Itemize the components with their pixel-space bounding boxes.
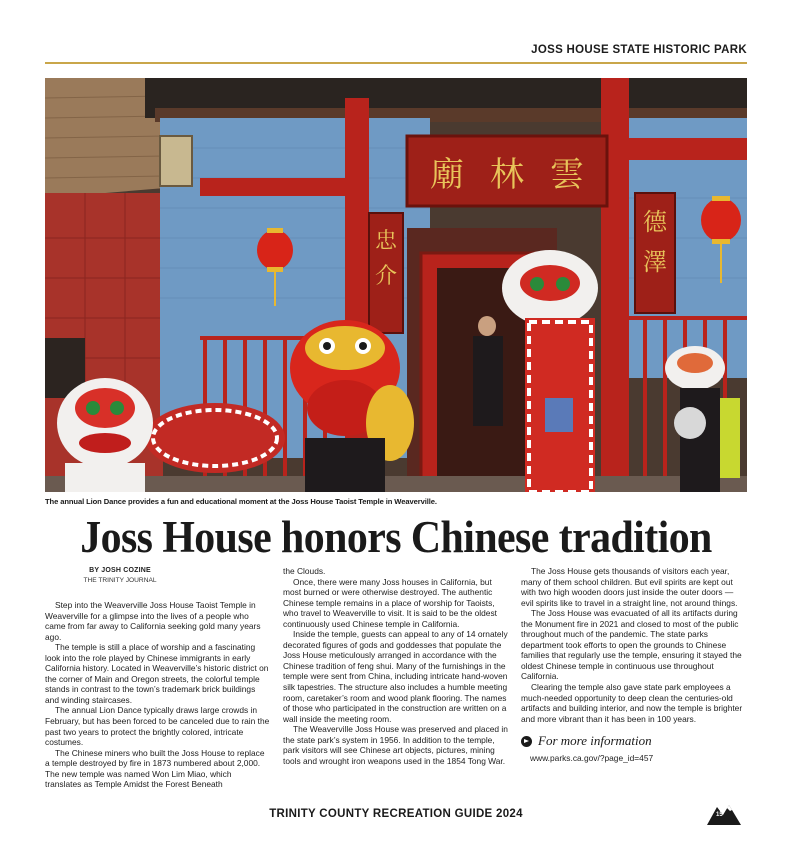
section-header — [45, 40, 747, 64]
arrow-right-icon — [521, 736, 532, 747]
page-badge — [707, 803, 741, 825]
article-column-3 — [521, 566, 746, 764]
sign-char-1: 廟 — [430, 155, 464, 195]
paragraph: Step into the Weaverville Joss House Taoist Temple in Weaverville for a glimpse into the lives of a people who came from far away to California seeking gold many years ago. — [45, 600, 261, 642]
byline: BY JOSH COZINE — [89, 567, 151, 574]
paragraph-continuation: the Clouds. — [283, 566, 326, 576]
paragraph: The Joss House gets thousands of visitors each year, many of them school children. But evil spirits are kept out with two high wooden doors just inside the outer doors — evil spirits like to travel in a straight line, not around things. — [521, 566, 738, 608]
paragraph: The Chinese miners who built the Joss House to replace a temple destroyed by fire in 1873 numbered about 2,000. The new temple was named Won Lim Miao, which translates as Temple Amidst the Forest Beneath — [45, 747, 265, 790]
more-info-link[interactable]: www.parks.ca.gov/?page_id=457 — [530, 753, 654, 764]
footer-title: TRINITY COUNTY RECREATION GUIDE 2024 — [269, 808, 523, 820]
right-couplet-char-1: 德 — [643, 208, 667, 236]
section-title: JOSS HOUSE STATE HISTORIC PARK — [531, 44, 747, 56]
paragraph: Clearing the temple also gave state park employees a much-needed opportunity to deep clean the centuries-old artifacts and building interior, and now the temple is brighter and more vibrant than it has been in 100 years. — [521, 682, 743, 724]
article-headline: Joss House honors Chinese tradition — [80, 512, 712, 562]
paragraph: Once, there were many Joss houses in California, but most burned or were otherwise destroyed. The authentic Chinese temple remains in a place of worship for Taoists, who travel to Weaverville to visit. It is said to be the oldest continuously used Chinese temple in California. — [283, 576, 497, 629]
sign-char-2: 林 — [490, 155, 524, 195]
left-couplet-char-1: 忠 — [374, 229, 398, 254]
left-couplet-char-2: 介 — [374, 264, 398, 289]
header-rule — [45, 62, 747, 64]
paragraph: The Joss House was evacuated of all its artifacts during the Monument fire in 2021 and closed to most of the public throughout much of the pandemic. The state parks department took efforts to open the grounds to Chinese families that regularly use the temple, ensuring it stayed the oldest Chinese temple in continuous use throughout California. — [521, 608, 742, 682]
byline-source: THE TRINITY JOURNAL — [83, 577, 157, 584]
more-info — [521, 733, 746, 749]
paragraph: The annual Lion Dance typically draws large crowds in February, but has been forced to be canceled due to rain the past two years to protect the brightly colored, intricate costumes. — [45, 705, 270, 748]
more-info-label: For more information — [538, 733, 652, 749]
paragraph: The temple is still a place of worship and a fascinating look into the role played by Chinese immigrants in early California history. Located in Weaverville’s historic district on the corner of Main and Oregon streets, the colorful temple stands in contrast to the town’s trademark brick buildings and winding staircases. — [45, 642, 269, 705]
sign-char-3: 雲 — [550, 155, 584, 195]
photo-illustration — [45, 78, 747, 492]
paragraph: Inside the temple, guests can appeal to any of 14 ornately decorated figures of gods and goddesses that populate the Joss House meticulously arranged in accordance with the Chinese tradition of feng shui. Many of the furnishings in the temple were sent from China, including intricate hand-woven silk tapestries. The structure also includes a humble meeting room, caretaker’s room and wood plank flooring. The names of those who participated in the construction are written on a wall inside the meeting room. — [283, 629, 508, 724]
page-number: 15 — [716, 812, 723, 818]
photo-caption: The annual Lion Dance provides a fun and educational moment at the Joss House Taoist Temple in Weaverville. — [45, 497, 437, 506]
lion-dance-photo — [45, 78, 747, 492]
article-column-2 — [283, 566, 508, 766]
mountain-icon — [707, 803, 741, 825]
article-column-1 — [45, 566, 270, 790]
paragraph: The Weaverville Joss House was preserved and placed in the state park’s system in 1956. In addition to the temple, park visitors will see Chinese art objects, pictures, mining tools and wrought iron weapons used in the 1854 Tong War. — [283, 724, 508, 766]
right-couplet-char-2: 澤 — [643, 248, 667, 276]
